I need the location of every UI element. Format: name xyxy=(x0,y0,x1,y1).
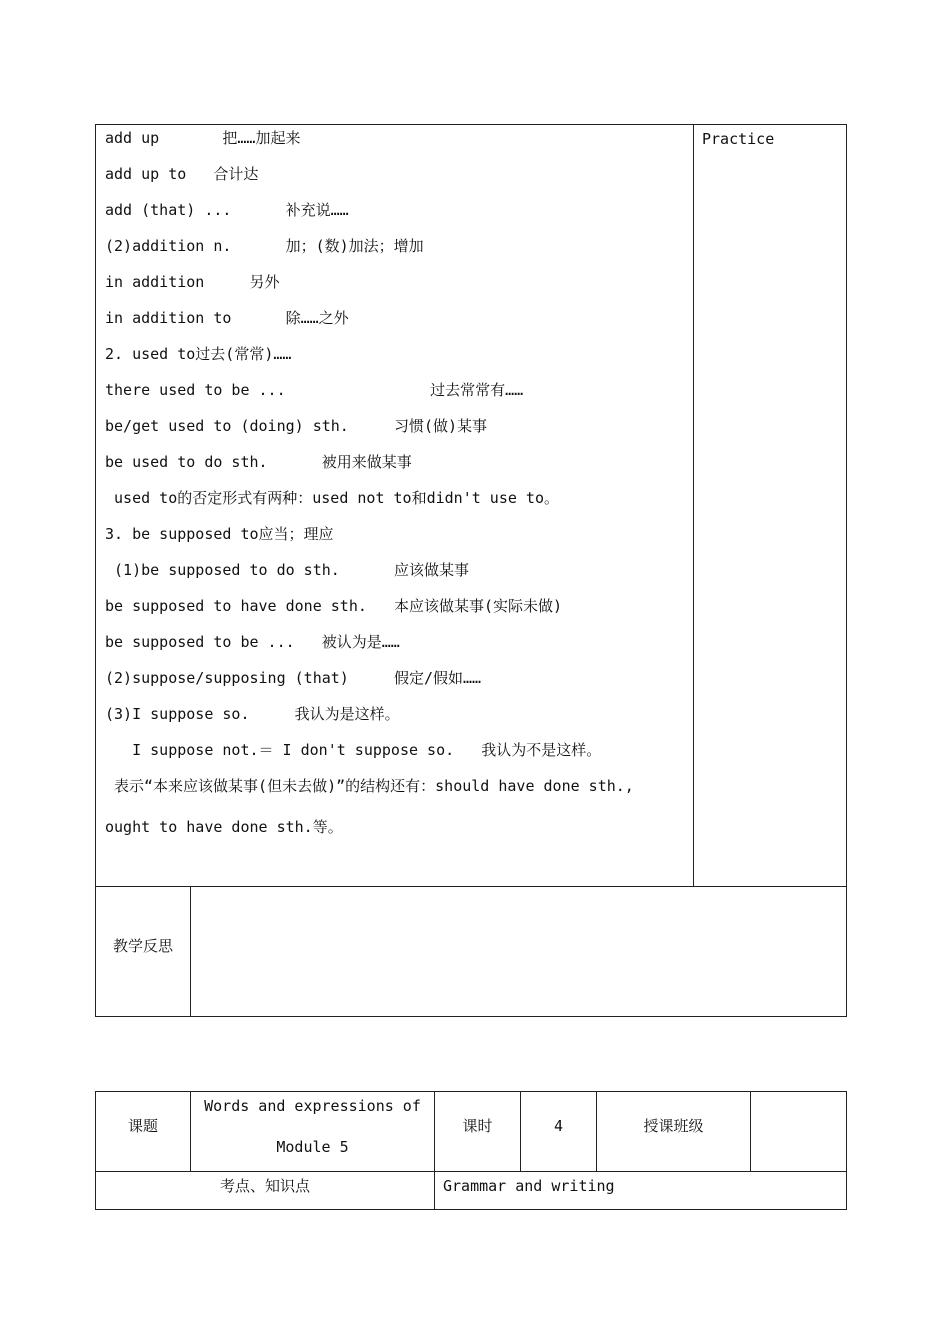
reflection-label-divider xyxy=(190,886,191,1017)
class-label: 授课班级 xyxy=(643,1117,704,1135)
note-line-1: add up 把……加起来 xyxy=(105,129,301,147)
notes-column-divider xyxy=(693,124,694,886)
info-col-5 xyxy=(750,1091,751,1171)
note-line-17: (3)I suppose so. 我认为是这样。 xyxy=(105,705,400,723)
note-line-19: 表示“本来应该做某事(但未去做)”的结构还有：should have done sth., xyxy=(105,777,634,795)
practice-label: Practice xyxy=(702,130,775,148)
topic-title-line-2: Module 5 xyxy=(276,1138,349,1156)
topic-label: 课题 xyxy=(127,1117,158,1135)
note-line-5: in addition 另外 xyxy=(105,273,280,291)
note-line-16: (2)suppose/supposing (that) 假定/假如…… xyxy=(105,669,482,687)
note-line-11: used to的否定形式有两种：used not to和didn't use to。 xyxy=(105,489,559,507)
note-line-14: be supposed to have done sth. 本应该做某事(实际未做) xyxy=(105,597,563,615)
note-line-7: 2. used to过去(常常)…… xyxy=(105,345,292,363)
note-line-9: be/get used to (doing) sth. 习惯(做)某事 xyxy=(105,417,488,435)
key-points-value: Grammar and writing xyxy=(443,1177,615,1195)
key-points-label: 考点、知识点 xyxy=(219,1177,310,1195)
note-line-13: (1)be supposed to do sth. 应该做某事 xyxy=(105,561,469,579)
hours-value: 4 xyxy=(553,1117,564,1135)
note-line-20: ought to have done sth.等。 xyxy=(105,818,343,836)
note-line-2: add up to 合计达 xyxy=(105,165,259,183)
info-col-2 xyxy=(434,1091,435,1210)
note-line-12: 3. be supposed to应当；理应 xyxy=(105,525,334,543)
note-line-10: be used to do sth. 被用来做某事 xyxy=(105,453,412,471)
note-line-6: in addition to 除……之外 xyxy=(105,309,349,327)
note-line-18: I suppose not.＝ I don't suppose so. 我认为不是这样。 xyxy=(105,741,602,759)
note-line-4: (2)addition n. 加；(数)加法；增加 xyxy=(105,237,424,255)
hours-label: 课时 xyxy=(462,1117,493,1135)
info-row-divider xyxy=(95,1171,847,1172)
reflection-row-divider xyxy=(95,886,847,887)
topic-title-line-1: Words and expressions of xyxy=(204,1097,421,1115)
note-line-3: add (that) ... 补充说…… xyxy=(105,201,349,219)
note-line-8: there used to be ... 过去常常有…… xyxy=(105,381,524,399)
reflection-label: 教学反思 xyxy=(112,937,173,955)
note-line-15: be supposed to be ... 被认为是…… xyxy=(105,633,400,651)
